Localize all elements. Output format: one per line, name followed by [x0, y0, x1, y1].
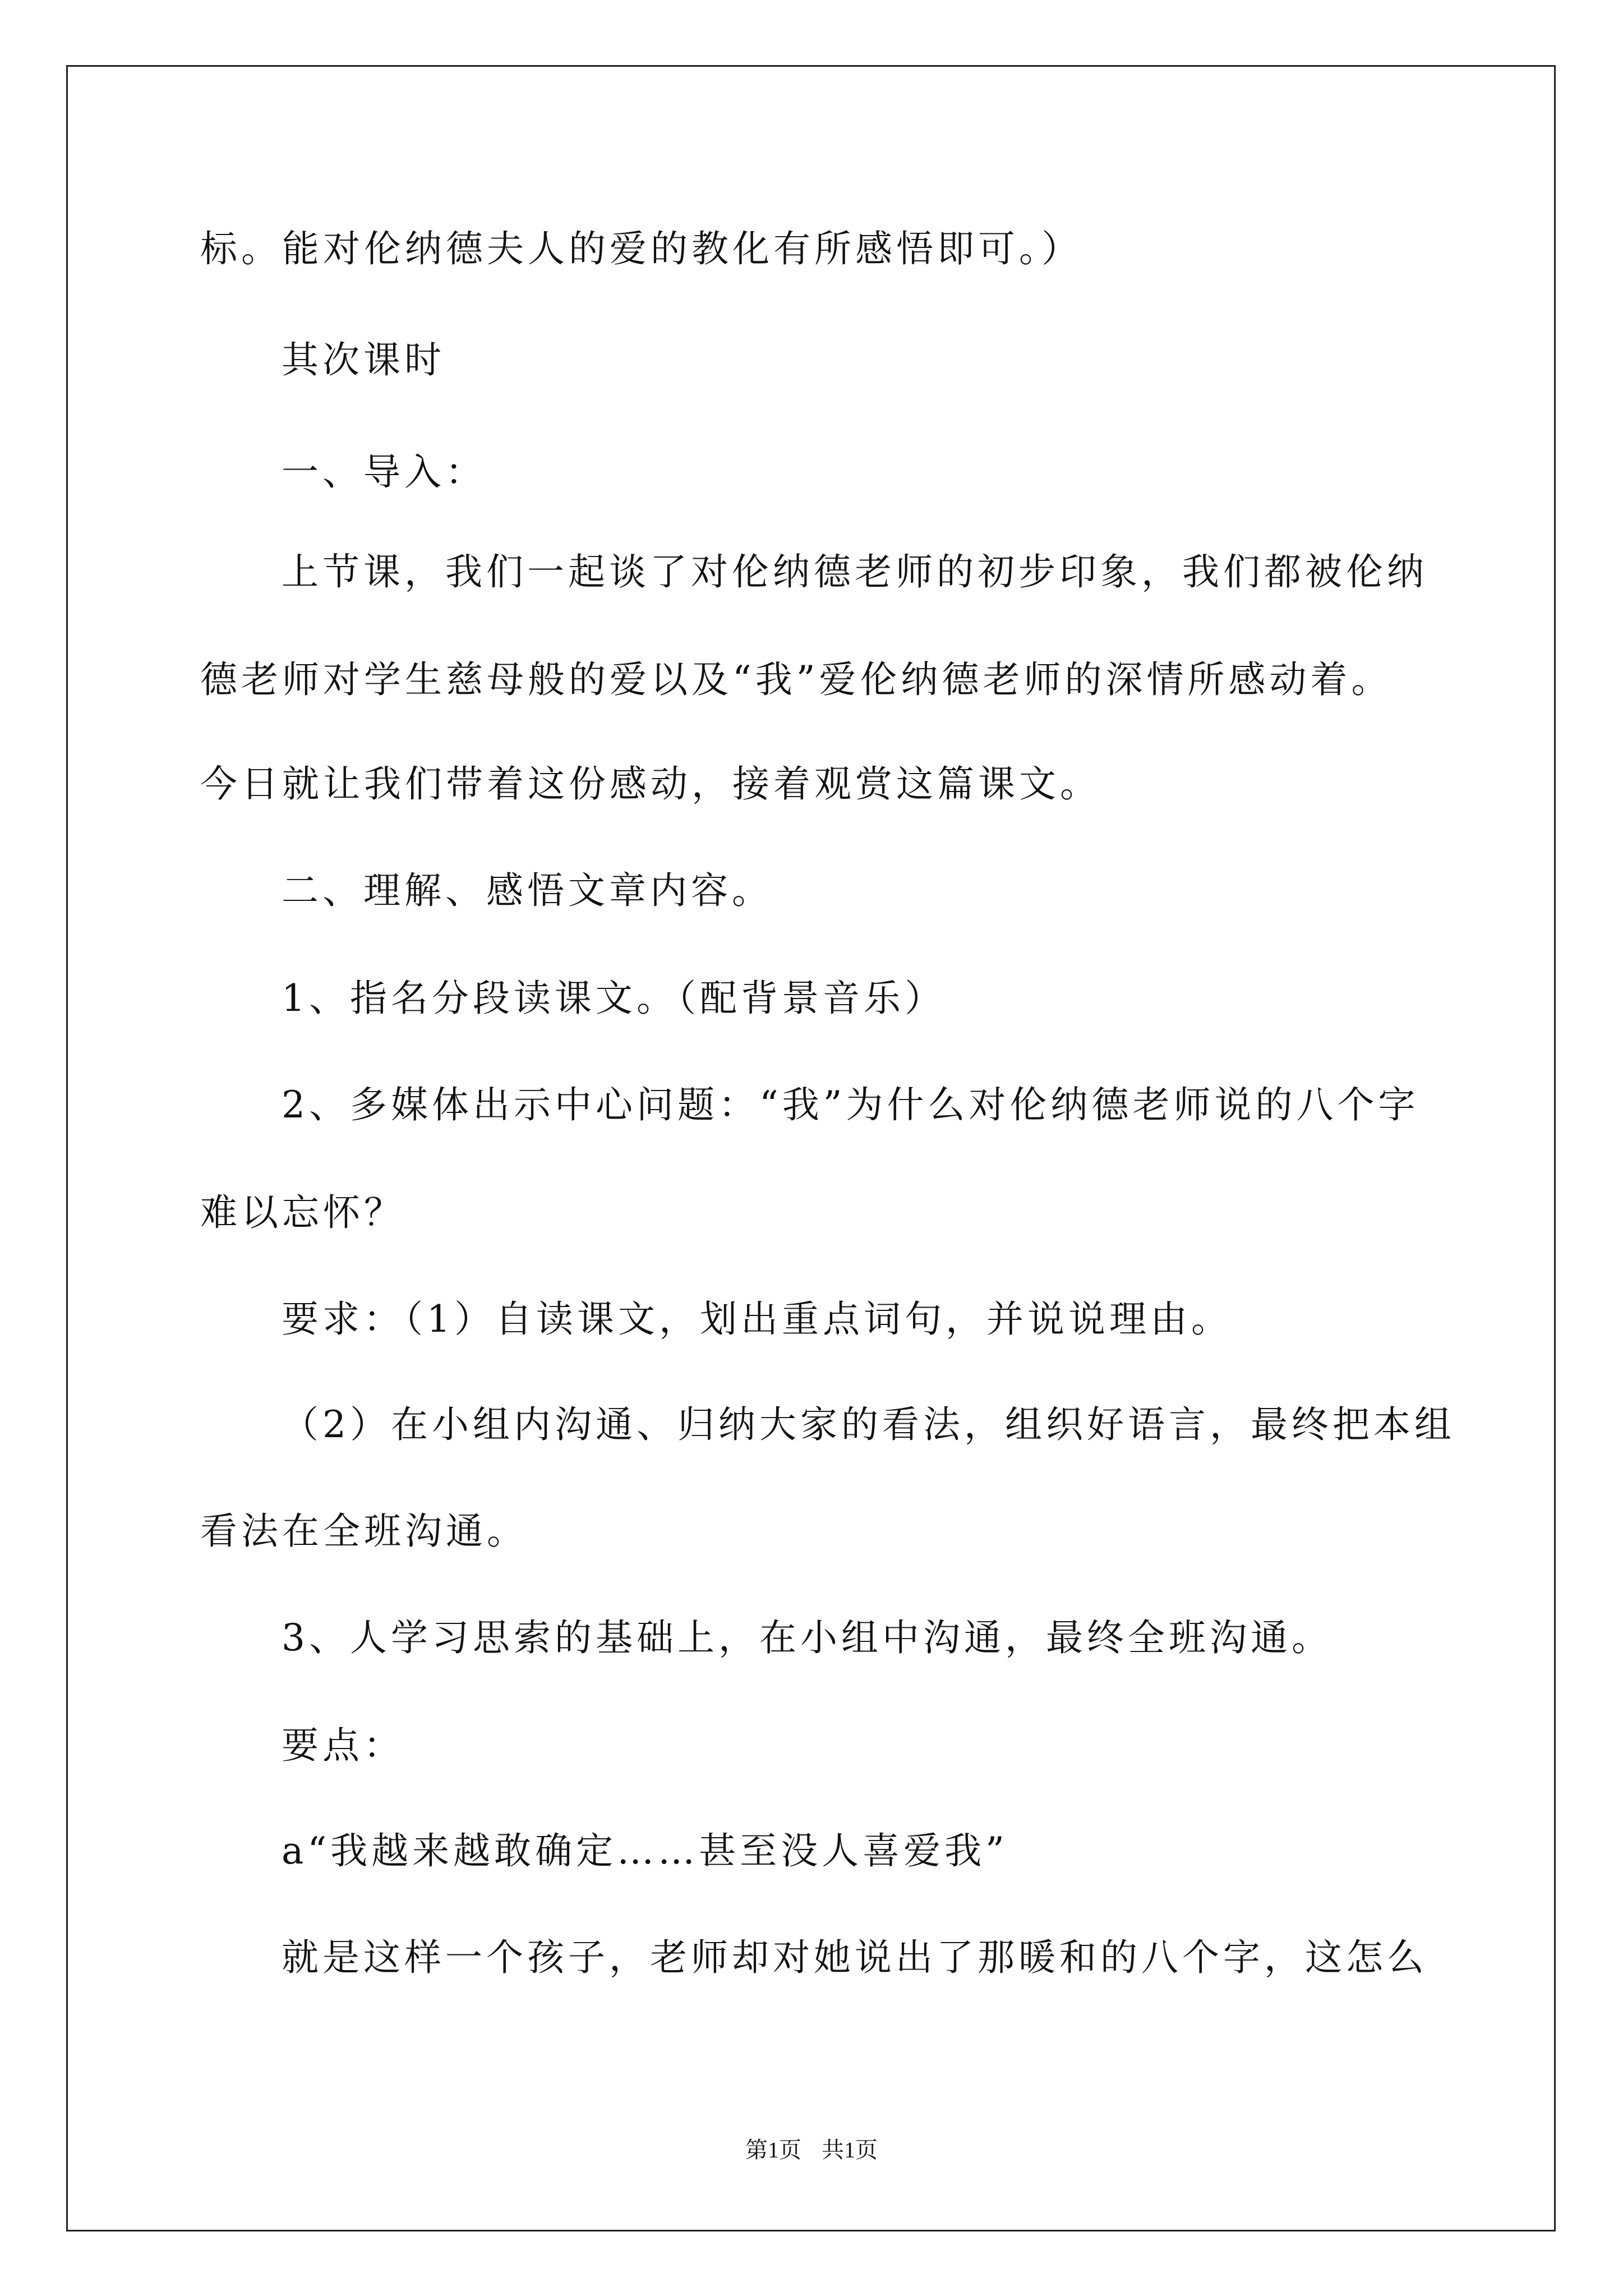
text-line: 2、多媒体出示中心问题：“我”为什么对伦纳德老师说的八个字	[282, 1083, 1419, 1126]
section-heading: 其次课时	[282, 338, 445, 381]
text-line: 标。能对伦纳德夫人的爱的教化有所感悟即可。）	[200, 227, 1082, 270]
text-line: 今日就让我们带着这份感动，接着观赏这篇课文。	[200, 762, 1101, 806]
section-heading: 一、导入：	[282, 450, 486, 494]
text-line: 难以忘怀？	[200, 1191, 405, 1234]
text-line: 1、指名分段读课文。（配背景音乐）	[282, 977, 946, 1020]
page-total: 共1页	[822, 2137, 878, 2162]
text-line: 3、人学习思索的基础上，在小组中沟通，最终全班沟通。	[282, 1616, 1332, 1659]
section-heading: 二、理解、感悟文章内容。	[282, 869, 773, 912]
text-line: 德老师对学生慈母般的爱以及“我”爱伦纳德老师的深情所感动着。	[200, 658, 1393, 701]
text-line: 就是这样一个孩子，老师却对她说出了那暖和的八个字，这怎么	[282, 1936, 1428, 1979]
page-footer	[0, 2136, 1623, 2164]
text-line: 要点：	[282, 1724, 404, 1767]
text-line: （2）在小组内沟通、归纳大家的看法，组织好语言，最终把本组	[282, 1403, 1455, 1446]
text-line: a“我越来越敢确定……甚至没人喜爱我”	[282, 1829, 1008, 1872]
text-line: 上节课，我们一起谈了对伦纳德老师的初步印象，我们都被伦纳	[282, 550, 1428, 593]
text-line: 要求：（1）自读课文，划出重点词句，并说说理由。	[282, 1297, 1232, 1341]
page-border	[66, 65, 1556, 2231]
text-line: 看法在全班沟通。	[200, 1510, 528, 1553]
page-number: 第1页	[745, 2137, 801, 2162]
